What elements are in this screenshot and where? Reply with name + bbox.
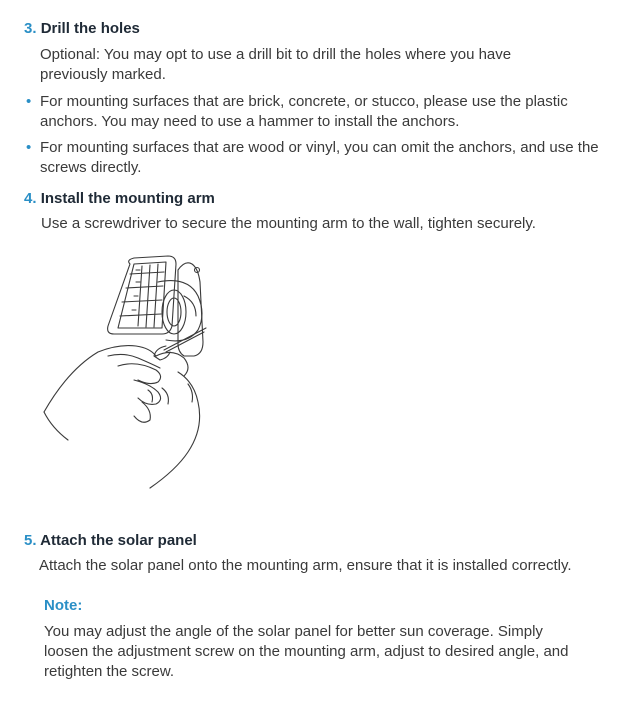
note-box (44, 596, 584, 682)
step-5-heading (24, 532, 614, 550)
step-3-bullet-2-text: For mounting surfaces that are wood or vinyl, you can omit the anchors, and use the screws directly. (40, 139, 599, 176)
step-3-bullet-2 (24, 138, 600, 178)
step-3-title: Drill the holes (40, 20, 140, 37)
step-5-title: Attach the solar panel (40, 532, 197, 549)
note-text: You may adjust the angle of the solar panel for better sun coverage. Simply loosen the adjustment screw on the mounting arm, adjust to desired angle, and retighten the screw. (44, 623, 569, 680)
step-5-number: 5. (24, 532, 37, 549)
bullet-dot-icon: • (26, 139, 32, 156)
step-5-text: Attach the solar panel onto the mounting arm, ensure that it is installed correctly. (39, 557, 572, 574)
step-4 (24, 190, 604, 234)
step-4-title: Install the mounting arm (40, 190, 215, 207)
step-3-bullet-1-text: For mounting surfaces that are brick, concrete, or stucco, please use the plastic anchors. You may need to use a hammer to install the anchors. (40, 93, 568, 130)
wall-bracket-icon (178, 263, 203, 356)
step-3 (24, 20, 604, 178)
step-3-heading (24, 20, 604, 38)
hand-icon (44, 346, 200, 488)
step-5 (24, 532, 614, 576)
step-3-intro: Optional: You may opt to use a drill bit to drill the holes where you have previously marked. (40, 46, 512, 83)
step-3-number: 3. (24, 20, 37, 37)
bullet-dot-icon: • (26, 93, 32, 110)
step-4-heading (24, 190, 604, 208)
step-4-text: Use a screwdriver to secure the mounting arm to the wall, tighten securely. (41, 215, 536, 232)
note-title: Note: (44, 597, 83, 614)
step-3-bullet-1 (24, 92, 580, 132)
step-4-number: 4. (24, 190, 37, 207)
mounting-arm-illustration (38, 252, 228, 492)
